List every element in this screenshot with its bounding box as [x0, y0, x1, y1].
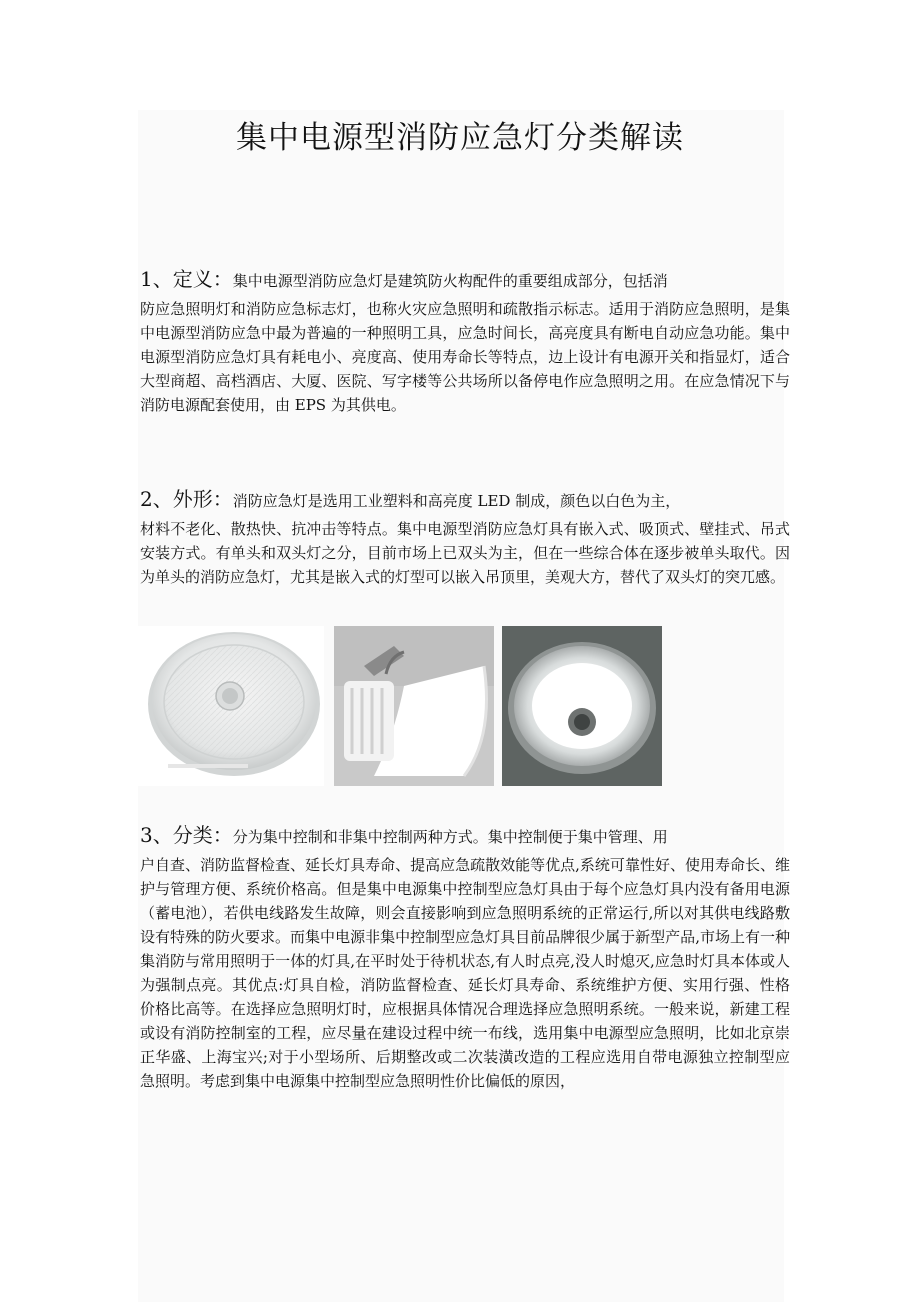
section-body: 材料不老化、散热快、抗冲击等特点。集中电源型消防应急灯具有嵌入式、吸顶式、壁挂式、吊式安装方式。有单头和双头灯之分，目前市场上已双头为主，但在一些综合体在逐步被单头取代。因为单头的消防应急灯，尤其是嵌入式的灯型可以嵌入吊顶里，美观大方，替代了双头灯的突兀感。 [140, 520, 790, 586]
section-heading [140, 486, 790, 515]
section-appearance [140, 486, 790, 589]
section-lead: 集中电源型消防应急灯是建筑防火构配件的重要组成部分，包括消 [232, 272, 668, 290]
section-number: 3、 [140, 823, 173, 847]
section-heading [140, 266, 790, 295]
document-title: 集中电源型消防应急灯分类解读 [236, 120, 684, 156]
product-photos [138, 626, 663, 786]
ceiling-lamp-photo [138, 626, 324, 786]
section-body: 户自查、消防监督检查、延长灯具寿命、提高应急疏散效能等优点,系统可靠性好、使用寿命长、维护与管理方便、系统价格高。但是集中电源集中控制型应急灯具由于每个应急灯具内没有备用电源（蓄电池），若供电线路发生故障，则会直接影响到应急照明系统的正常运行,所以对其供电线路敷设有特殊的防火要求。而集中电源非集中控制型应急灯具目前品牌很少属于新型产品,市场上有一种集消防与常用照明于一体的灯具,在平时处于待机状态,有人时点亮,没人时熄灭,应急时灯具本体或人为强制点亮。其优点:灯具自检，消防监督检查、延长灯具寿命、系统维护方便、实用行强、性格价格比高等。在选择应急照明灯时，应根据具体情况合理选择应急照明系统。一般来说，新建工程或设有消防控制室的工程，应尽量在建设过程中统一布线，选用集中电源型应急照明，比如北京崇正华盛、上海宝兴;对于小型场所、后期整改或二次装潢改造的工程应选用自带电源独立控制型应急照明。考虑到集中电源集中控制型应急照明性价比偏低的原因， [140, 856, 790, 1090]
lit-lamp-photo [502, 626, 662, 786]
section-classification [140, 822, 790, 1093]
section-number: 2、 [140, 487, 173, 511]
recessed-lamp-photo [334, 626, 494, 786]
section-label: 定义： [172, 267, 233, 291]
section-definition [140, 266, 790, 417]
section-body: 防应急照明灯和消防应急标志灯，也称火灾应急照明和疏散指示标志。适用于消防应急照明，是集中电源型消防应急中最为普遍的一种照明工具，应急时间长，高亮度具有断电自动应急功能。集中电源型消防应急灯具有耗电小、亮度高、使用寿命长等特点，边上设计有电源开关和指显灯，适合大型商超、高档酒店、大厦、医院、写字楼等公共场所以备停电作应急照明之用。在应急情况下与消防电源配套使用，由 EPS 为其供电。 [140, 300, 790, 414]
section-heading [140, 822, 790, 851]
section-number: 1、 [140, 267, 173, 291]
section-lead: 消防应急灯是选用工业塑料和高亮度 LED 制成，颜色以白色为主， [232, 492, 681, 510]
section-label: 外形： [172, 487, 233, 511]
section-lead: 分为集中控制和非集中控制两种方式。集中控制便于集中管理、用 [232, 828, 668, 846]
section-label: 分类： [172, 823, 233, 847]
